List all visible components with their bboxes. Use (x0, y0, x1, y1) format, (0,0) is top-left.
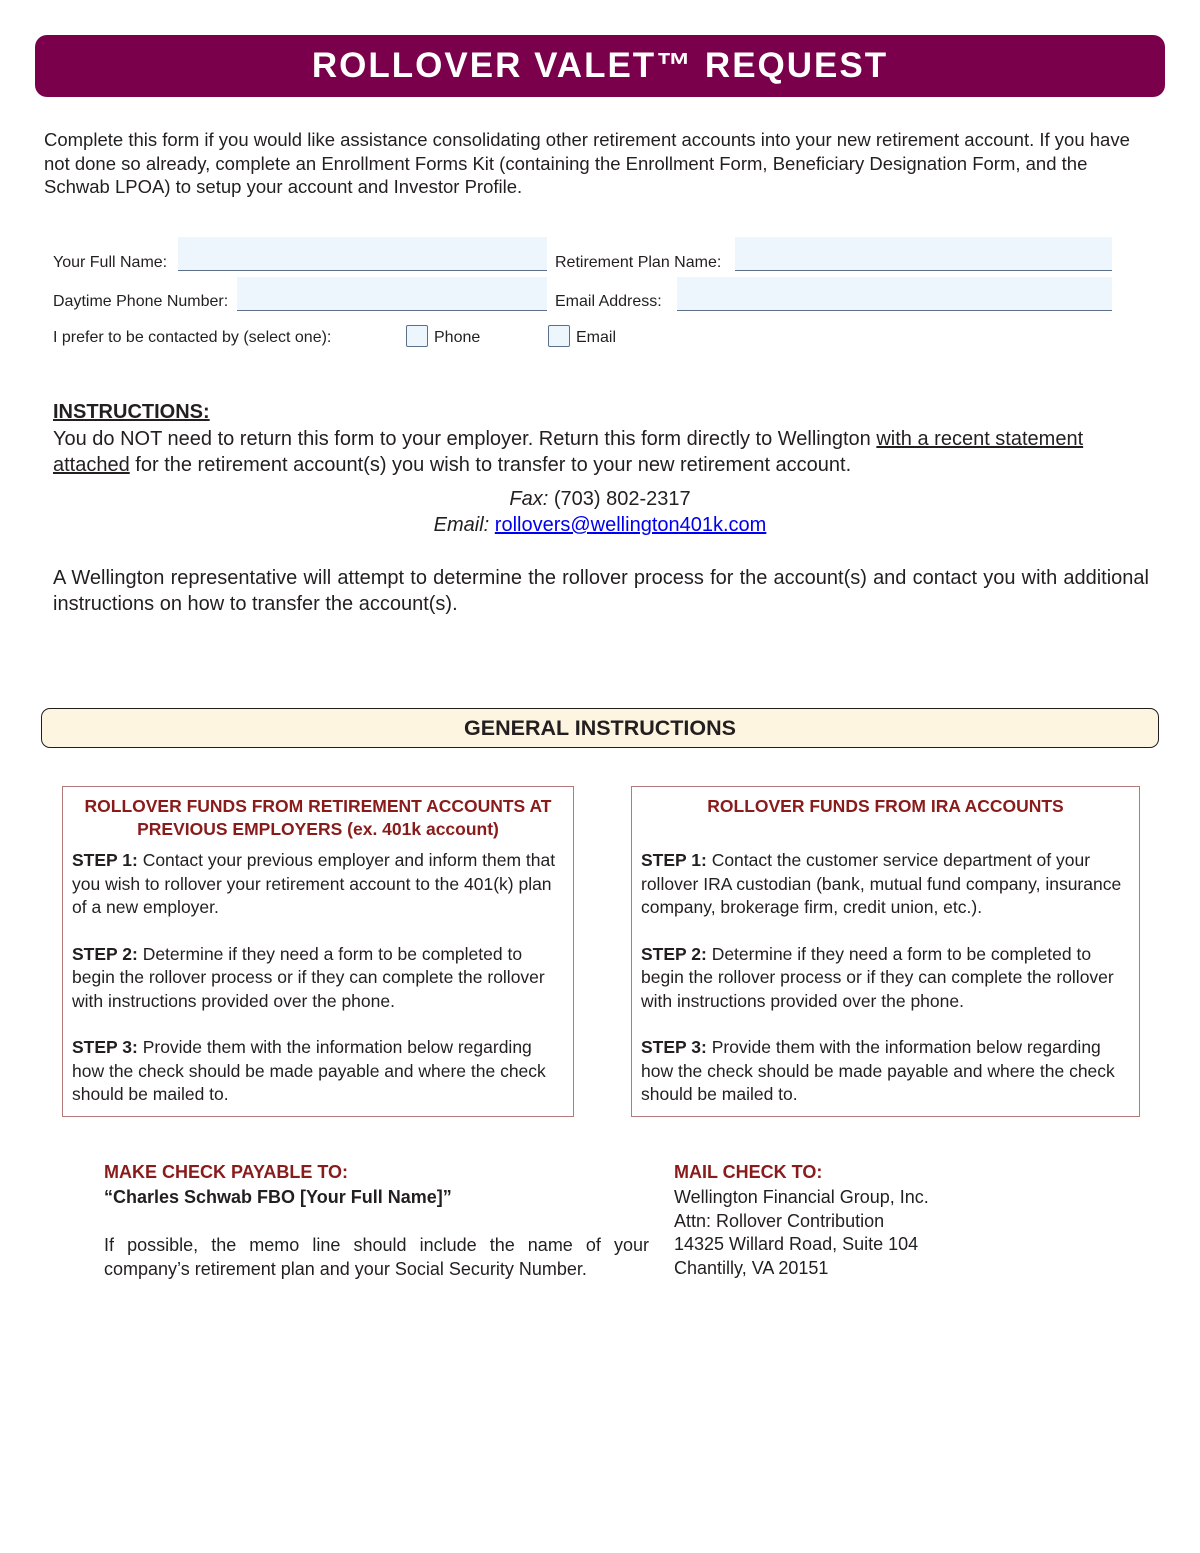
phone-input[interactable] (237, 277, 547, 311)
step-label: STEP 3: (641, 1037, 707, 1057)
payable-name: “Charles Schwab FBO [Your Full Name]” (104, 1187, 452, 1207)
step-text: Contact your previous employer and inform them that you wish to rollover your retirement account to the 401(k) plan of a new employer. (72, 850, 556, 917)
address-line: 14325 Willard Road, Suite 104 (674, 1234, 919, 1255)
employer-rollover-box (62, 786, 574, 1117)
instructions-text-part2: for the retirement account(s) you wish to transfer to your new retirement account. (129, 454, 852, 476)
plan-name-label: Retirement Plan Name: (555, 254, 722, 271)
employer-step-2 (72, 943, 564, 1014)
step-label: STEP 3: (72, 1037, 138, 1057)
step-text: Provide them with the information below regarding how the check should be made payable and where the check should be mailed to. (641, 1037, 1115, 1104)
ira-rollover-title: ROLLOVER FUNDS FROM IRA ACCOUNTS (707, 796, 1064, 816)
instructions-heading: INSTRUCTIONS: (53, 401, 210, 423)
mailing-address (674, 1186, 929, 1281)
fax-line (0, 488, 1200, 511)
employer-rollover-title: ROLLOVER FUNDS FROM RETIREMENT ACCOUNTS AT PREVIOUS EMPLOYERS (ex. 401k account) (84, 796, 552, 839)
instructions-text (53, 426, 1149, 478)
general-instructions-title: GENERAL INSTRUCTIONS (464, 715, 736, 740)
fax-number: (703) 802-2317 (548, 488, 691, 510)
address-line: Attn: Rollover Contribution (674, 1210, 885, 1231)
address-line: Chantilly, VA 20151 (674, 1258, 829, 1279)
contact-preference-label: I prefer to be contacted by (select one): (53, 329, 332, 346)
full-name-input[interactable] (178, 237, 547, 271)
intro-paragraph: Complete this form if you would like assistance consolidating other retirement accounts into your new retirement account. If you have not done so already, complete an Enrollment Forms Kit (containing the Enrollment Form, Beneficiary Designation Form, and the Schwab LPOA) to setup your account and Investor Profile. (44, 129, 1130, 197)
ira-step-2 (641, 943, 1130, 1014)
header-banner (35, 35, 1165, 97)
full-name-label: Your Full Name: (53, 254, 168, 271)
employer-step-1 (72, 849, 564, 920)
step-text: Provide them with the information below regarding how the check should be made payable and where the check should be mailed to. (72, 1037, 546, 1104)
phone-checkbox[interactable] (406, 325, 428, 347)
phone-option-label: Phone (434, 329, 481, 346)
step-text: Contact the customer service department of your rollover IRA custodian (bank, mutual fund company, insurance company, brokerage firm, credit union, etc.). (641, 850, 1122, 917)
ira-rollover-box (631, 786, 1140, 1117)
step-label: STEP 2: (641, 943, 707, 964)
email-line (0, 514, 1200, 537)
plan-name-input[interactable] (735, 237, 1112, 271)
address-line: Wellington Financial Group, Inc. (674, 1187, 929, 1207)
email-checkbox[interactable] (548, 325, 570, 347)
representative-note: A Wellington representative will attempt to determine the rollover process for the account(s) and contact you with additional instructions on how to transfer the account(s). (53, 567, 1149, 615)
fax-label: Fax: (509, 488, 549, 510)
step-text: Determine if they need a form to be completed to begin the rollover process or if they can complete the rollover with instructions provided over the phone. (641, 943, 1114, 1011)
step-label: STEP 2: (72, 943, 138, 964)
ira-step-1 (641, 849, 1130, 920)
email-input[interactable] (677, 277, 1112, 311)
employer-step-3 (72, 1036, 564, 1107)
email-option-label: Email (576, 329, 617, 346)
email-label: Email Address: (555, 293, 662, 310)
general-instructions-bar (41, 708, 1159, 748)
payable-heading: MAKE CHECK PAYABLE TO: (104, 1162, 349, 1182)
memo-note: If possible, the memo line should include the name of your company’s retirement plan and your Social Security Number. (104, 1235, 649, 1279)
email-contact-label: Email: (433, 514, 490, 536)
step-label: STEP 1: (72, 850, 138, 870)
instructions-text-part1: You do NOT need to return this form to your employer. Return this form directly to Wellington (53, 428, 877, 450)
mail-heading: MAIL CHECK TO: (674, 1162, 823, 1182)
phone-label: Daytime Phone Number: (53, 293, 229, 310)
ira-step-3 (641, 1036, 1130, 1107)
step-text: Determine if they need a form to be completed to begin the rollover process or if they can complete the rollover with instructions provided over the phone. (72, 943, 545, 1011)
statement-emphasis: with a recent statement attached (53, 428, 1084, 476)
form-title: ROLLOVER VALET™ REQUEST (311, 46, 889, 85)
email-link[interactable]: rollovers@wellington401k.com (494, 514, 767, 536)
step-label: STEP 1: (641, 850, 707, 870)
